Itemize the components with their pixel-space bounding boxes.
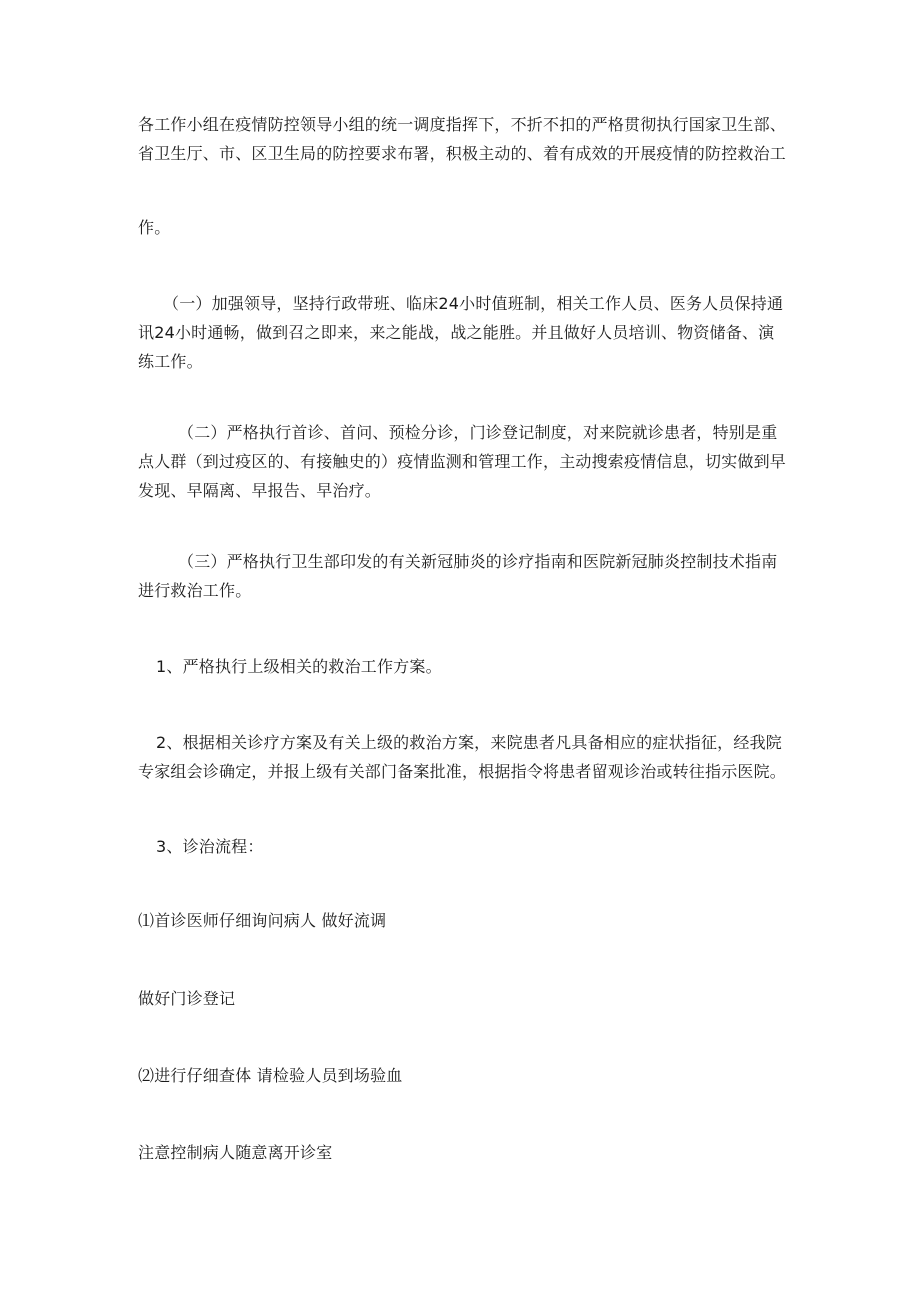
paragraph-section-2: （二）严格执行首诊、首问、预检分诊，门诊登记制度，对来院就诊患者，特别是重点人群（到过疫区的、有接触史的）疫情监测和管理工作，主动搜索疫情信息，切实做到早发现、早隔离、早报告、早治疗。 (138, 423, 787, 500)
process-step-1-note: 做好门诊登记 (138, 989, 236, 1008)
paragraph-intro-line-3: 作。 (138, 218, 171, 237)
paragraph-intro-line-2: 省卫生厅、市、区卫生局的防控要求布署，积极主动的、着有成效的开展疫情的防控救治工 (138, 144, 787, 163)
list-item-2: 2、根据相关诊疗方案及有关上级的救治方案，来院患者凡具备相应的症状指征，经我院专家组会诊确定，并报上级有关部门备案批准，根据指令将患者留观诊治或转往指示医院。 (138, 733, 787, 781)
process-step-1: ⑴首诊医师仔细询问病人 做好流调 (138, 911, 387, 930)
process-step-2: ⑵进行仔细查体 请检验人员到场验血 (138, 1066, 403, 1085)
list-item-3: 3、诊治流程： (156, 837, 264, 856)
list-item-1: 1、严格执行上级相关的救治工作方案。 (156, 657, 442, 676)
paragraph-section-3: （三）严格执行卫生部印发的有关新冠肺炎的诊疗指南和医院新冠肺炎控制技术指南进行救治工作。 (138, 552, 778, 600)
process-step-2-note: 注意控制病人随意离开诊室 (138, 1143, 333, 1162)
paragraph-intro-line-1: 各工作小组在疫情防控领导小组的统一调度指挥下，不折不扣的严格贯彻执行国家卫生部、 (138, 115, 787, 134)
paragraph-section-1: （一）加强领导，坚持行政带班、临床24小时值班制，相关工作人员、医务人员保持通讯24小时通畅，做到召之即来，来之能战，战之能胜。并且做好人员培训、物资储备、演练工作。 (138, 294, 784, 371)
